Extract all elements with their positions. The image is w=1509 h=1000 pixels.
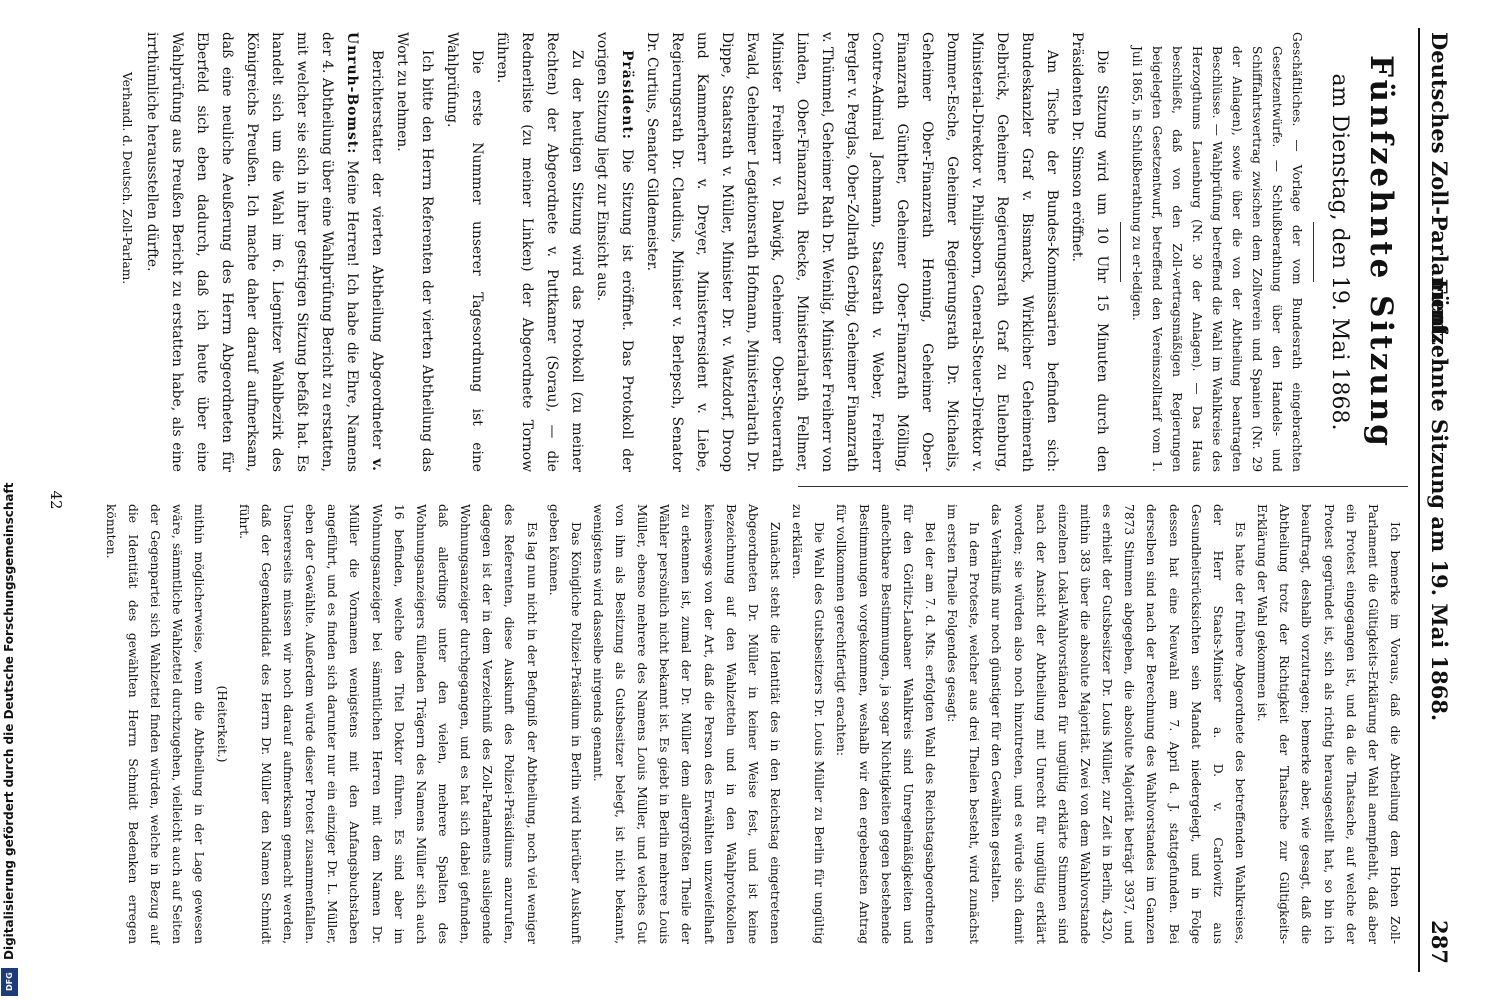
scanned-page xyxy=(40,28,1460,972)
divider xyxy=(1313,222,1314,282)
digitization-strip xyxy=(0,0,20,1000)
digitization-note: Digitalisierung gefördert durch die Deutsche Forschungsgemeinschaft xyxy=(2,482,16,960)
footnote: Verhandl. d. Deutsch. Zoll-Parlam. xyxy=(120,72,134,285)
running-header xyxy=(1418,28,1460,972)
paragraph: In dem Proteste, welcher aus drei Theilen besteht, wird zunächst im ersten Theile Folgendes gesagt: xyxy=(945,504,982,944)
speaker-rapporteur: v. Unruh-Bomst: xyxy=(344,32,385,472)
left-column xyxy=(114,32,1406,472)
quote-paragraph: Die Wahl des Gutsbesitzers Dr. Louis Müller zu Berlin für ungültig zu erklären. xyxy=(790,504,827,944)
attendance-paragraph: Am Tische der Bundes-Kommissarien befinden sich: Bundeskanzler Graf v. Bismarck, Wirklicher Geheimerath Delbrück, Geheimer Regierungsrath Graf zu Eulenburg, Ministerial-Direktor v. Philipsborn, General-Steuer-Direktor v. Pommer-Esche, Geheimer Regierungsrath Dr. Michaelis, Geheimer Ober-Finanzrath Henning, Geheimer Ober-Finanzrath Günther, Geheimer Ober-Finanzrath Mölling, Contre-Admiral Jachmann, Staatsrath v. Weber, Freiherr Pergler v. Perglas, Ober-Zollrath Gerbig, Geheimer Finanzrath v. Thümmel, Geheimer Rath Dr. Weinlig, Minister Freiherr von Linden, Ober-Finanzrath Riecke, Ministerialrath Fellmer, Minister Freiherr v. Dalwigk, Geheimer Ober-Steuerrath Ewald, Geheimer Legationsrath Hofmann, Ministerialrath Dr. Dippe, Staatsrath v. Müller, Minister Dr. v. Watzdorf, Droop und Kammerherr v. Dreyer, Ministerresident v. Liebe, Regierungsrath Dr. Claudius, Minister v. Berlepsch, Senator Dr. Curtius, Senator Gildemeister. xyxy=(644,32,1060,472)
rapporteur-paragraph xyxy=(139,32,389,472)
divider xyxy=(1120,222,1121,282)
president-paragraph xyxy=(589,32,639,472)
column-rule xyxy=(798,486,1408,487)
session-date: am Dienstag, den 19. Mai 1868. xyxy=(1327,73,1352,431)
paragraph: mithin möglicherweise, wenn die Abtheilung in der Lage gewesen wäre, sämmtliche Wahlzettel durchzugehen, vielleicht auch auf Seiten der Gegenpartei sich Wahlzettel finden würden, welche in Bezug auf die Identität des gewählten Herrn Schmidt Bedenken erregen könnten. xyxy=(103,504,207,944)
header-left: Deutsches Zoll-Parlament. xyxy=(1427,32,1452,345)
paragraph: Ich bemerke im Voraus, daß die Abtheilung dem Hohen Zoll-Parlament die Gültigkeits-Erklärung der Wahl anempfiehlt, daß aber ein Protest eingegangen ist, und da die Thatsache, auf welche der Protest gegründet ist, sich als richtig herausgestellt hat, so bin ich beauftragt, deshalb vorzutragen; bemerke aber, wie gesagt, daß die Abtheilung trotz der Richtigkeit der Thatsache zur Gültigkeits-Erklärung der Wahl gekommen ist. xyxy=(1255,504,1402,944)
header-center: Fünfzehnte Sitzung am 19. Mai 1868. xyxy=(1427,278,1452,722)
page-number: 287 xyxy=(1427,920,1452,964)
quote-paragraph: Bei der am 7. d. Mts. erfolgten Wahl des Reichstagsabgeordneten für den Görlitz-Laubaner Wahlkreis sind Unregelmäßigkeiten und anfechtbare Bestimmungen, ja sogar Nichtigkeiten gegen bestehende Bestimmungen vorgekommen, weshalb wir den ergebensten Antrag für vollkommen gerechtfertigt erachten: xyxy=(834,504,938,944)
paragraph: Die erste Nummer unserer Tagesordnung ist eine Wahlprüfung. xyxy=(444,32,485,472)
speaker-president: Präsident: xyxy=(619,50,635,140)
opening-paragraph: Die Sitzung wird um 10 Uhr 15 Minuten durch den Präsidenten Dr. Simson eröffnet. xyxy=(1069,32,1110,472)
dfg-logo: DFG xyxy=(1,968,18,996)
paragraph: Zu der heutigen Sitzung wird das Protokoll (zu meiner Rechten) der Abgeordnete v. Puttkamer (Sorau), — die Rednerliste (zu meiner Linken) der Abgeordnete Tornow führen. xyxy=(494,32,585,472)
quote-paragraph: Das Königliche Polizei-Präsidium in Berlin wird hierüber Auskunft geben können. xyxy=(546,504,583,944)
session-title: Fünfzehnte Sitzung xyxy=(1363,55,1399,449)
paragraph: Ich bitte den Herrn Referenten der vierten Abtheilung das Wort zu nehmen. xyxy=(394,32,435,472)
interjection: (Heiterkeit.) xyxy=(214,685,229,763)
paragraph: Es hatte der frühere Abgeordnete des betreffenden Wahlkreises, der Herr Staats-Minister a. D. v. Carlowitz aus Gesundheitsrücksichten sein Mandat niedergelegt, und in Folge dessen hat eine Neuwahl am 7. April d. J. stattgefunden. Bei derselben sind nach der Berechnung des Wahlvorstandes im Ganzen 7873 Stimmen abgegeben, die absolute Majorität beträgt 3937, und es erhielt der Gutsbesitzer Dr. Louis Müller, zur Zeit in Berlin, 4320, mithin 383 über die absolute Majorität. Zwei von dem Wahlvorstande einzelnen Lokal-Wahlvorständen für ungültig erklärte Stimmen sind nach der Ansicht der Abtheilung mit Unrecht für ungültig erklärt worden; sie würden also noch hinzutreten, und es würde sich damit das Verhältniß nur noch günstiger für den Gewählten gestalten. xyxy=(989,504,1248,944)
sheet-number: 42 xyxy=(47,490,65,510)
rapporteur-text: Meine Herren! Ich habe die Ehre, Namens der 4. Abtheilung über eine Wahlprüfung Bericht zu erstatten, mit welcher sie sich in ihrer gestrigen Sitzung befaßt hat. Es handelt sich um die Wahl im 6. Liegnitzer Wahlbezirk des Königreichs Preußen. Ich mache daher darauf aufmerksam, daß eine neuliche Aeußerung des Herrn Abgeordneten für Eberfeld sich eben dadurch, daß ich heute über eine Wahlprüfung aus Preußen Bericht zu erstatten habe, als eine irrthümliche herausstellen dürfte. xyxy=(144,32,360,472)
right-column xyxy=(100,504,1406,944)
paragraph: Es lag nun nicht in der Befugniß der Abtheilung, noch viel weniger des Referenten, diese Auskunft des Polizei-Präsidiums anzurufen, dagegen ist der in dem Verzeichniß des Zoll-Parlaments ausliegende Wohnungsanzeiger durchgegangen, und es hat sich dabei gefunden, daß allerdings unter den vielen, mehrere Spalten des Wohnungsanzeigers füllenden Trägern des Namens Müller sich auch 16 befinden, welche den Titel Doktor führen. Es sind aber im Wohnungsanzeiger bei sämmtlichen Herren mit dem Namen Dr. Müller die Vornamen wenigstens mit den Anfangsbuchstaben angeführt, und es finden sich darunter nur ein einziger Dr. L. Müller, eben der Gewählte. Außerdem würde dieser Protest zusammenfallen. Unsererseits müssen wir noch darauf aufmerksam gemacht werden, daß der Gegenkandidat des Herrn Dr. Müller den Namen Schmidt führt. xyxy=(236,504,539,944)
quote-paragraph: Zunächst steht die Identität des in den Reichstag eingetretenen Abgeordneten Dr. Müller in keiner Weise fest, und ist keine Bezeichnung auf den Wahlzetteln und in den Wahlprotokollen keineswegs von der Art, daß die Person des Erwählten unzweifelhaft zu erkennen ist, zumal der Dr. Müller dem allergrößten Theile der Wähler persönlich nicht bekannt ist. Es giebt in Berlin mehrere Louis Müller, ebenso mehrere des Namens Louis Müller, und welches Gut von ihm als Besitzung als Gutsbesitzer belegt, ist nicht bekannt, wenigstens wird dasselbe nirgends genannt. xyxy=(590,504,783,944)
rapporteur-label: Berichterstatter der vierten Abtheilung Abgeordneter xyxy=(369,50,385,450)
agenda-summary: Geschäftliches. — Vorlage der vom Bundesrath eingebrachten Gesetzentwürfe. — Schlußberathung über den Handels- und Schifffahrtsvertrag zwischen dem Zollverein und Spanien (Nr. 29 der Anlagen), sowie über die von der Abtheilung beantragten Beschlüsse. — Wahlprüfung betreffend die Wahl im Wahlkreise des Herzogthums Lauenburg (Nr. 30 der Anlagen). — Das Haus beschließt, daß von den Zoll-vertragsmäßigen Regierungen beigelegten Gesetzentwurf, betreffend den Vereinszolltarif vom 1. Juli 1865, in Schlußberathung zu er-ledigen. xyxy=(1130,32,1304,472)
president-text: Die Sitzung ist eröffnet. Das Protokoll der vorigen Sitzung liegt zur Einsicht aus. xyxy=(594,32,635,472)
